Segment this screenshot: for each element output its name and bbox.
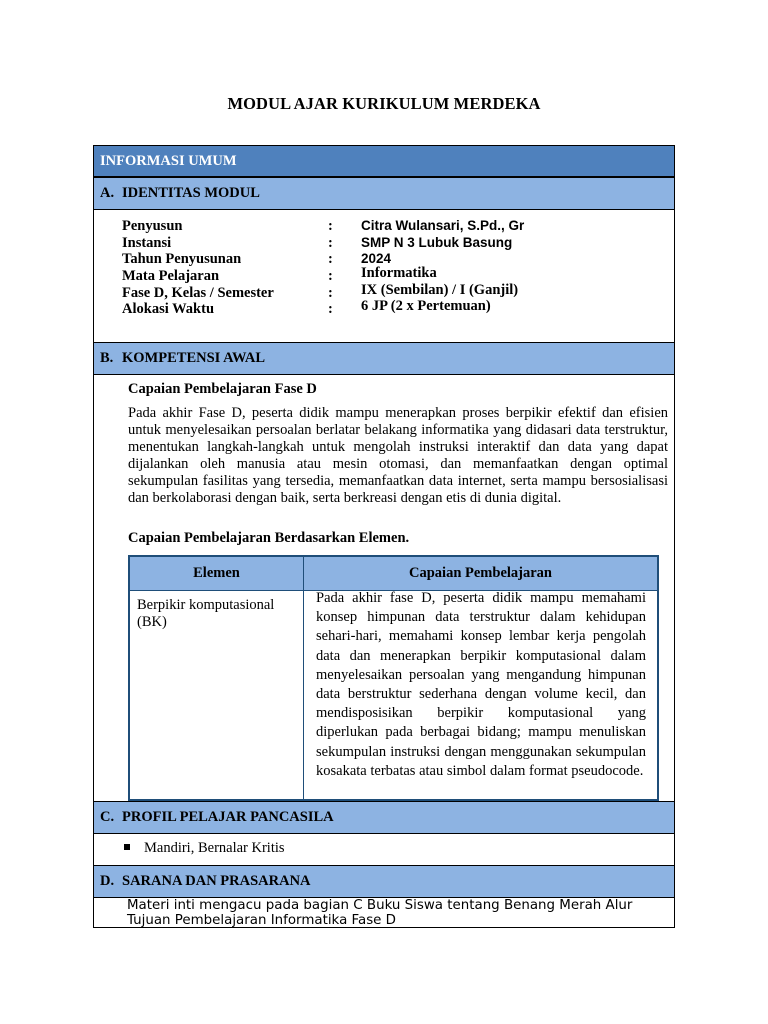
identitas-colon: :: [328, 301, 333, 317]
identitas-label: Tahun Penyusunan: [122, 251, 242, 267]
identitas-value: IX (Sembilan) / I (Ganjil): [361, 282, 519, 298]
identitas-colon: :: [328, 285, 333, 301]
identitas-value: 6 JP (2 x Pertemuan): [361, 298, 491, 314]
profil-text: Mandiri, Bernalar Kritis: [144, 840, 285, 856]
section-c-header: [94, 801, 674, 834]
identitas-value: Informatika: [361, 265, 437, 281]
identitas-value: 2024: [361, 251, 392, 266]
section-d-letter: D.: [100, 873, 115, 889]
cp-table-header: [130, 557, 657, 591]
section-c-title: PROFIL PELAJAR PANCASILA: [122, 809, 334, 825]
section-a-letter: A.: [100, 185, 115, 201]
informasi-umum-header: [94, 146, 674, 177]
cp-fase-title: Capaian Pembelajaran Fase D: [128, 381, 317, 397]
document-title: MODUL AJAR KURIKULUM MERDEKA: [227, 94, 541, 113]
sarana-text: Materi inti mengacu pada bagian C Buku Siswa tentang Benang Merah Alur Tujuan Pembelajaran Informatika Fase D: [127, 898, 633, 928]
section-c-letter: C.: [100, 809, 115, 825]
bullet-icon: [124, 844, 130, 850]
identitas-colon: :: [328, 218, 333, 234]
identitas-label: Mata Pelajaran: [122, 268, 220, 284]
cp-elemen-table: [128, 555, 659, 801]
profil-list-item: [124, 840, 285, 857]
identitas-value: Citra Wulansari, S.Pd., Gr: [361, 218, 525, 233]
informasi-umum-table: [93, 145, 675, 928]
section-b-letter: B.: [100, 350, 114, 366]
identitas-colon: :: [328, 235, 333, 251]
informasi-umum-label: INFORMASI UMUM: [100, 152, 237, 169]
identitas-label: Penyusun: [122, 218, 183, 234]
identitas-label: Instansi: [122, 235, 172, 251]
header-capaian: Capaian Pembelajaran: [409, 565, 552, 581]
section-d-header: [94, 865, 674, 898]
column-divider: [303, 557, 304, 799]
identitas-colon: :: [328, 268, 333, 284]
header-elemen: Elemen: [193, 565, 240, 581]
section-d-title: SARANA DAN PRASARANA: [122, 873, 311, 889]
identitas-value: SMP N 3 Lubuk Basung: [361, 235, 513, 250]
identitas-colon: :: [328, 251, 333, 267]
identitas-label: Fase D, Kelas / Semester: [122, 285, 274, 301]
cell-elemen: Berpikir komputasional (BK): [137, 597, 275, 630]
cp-elemen-title: Capaian Pembelajaran Berdasarkan Elemen.: [128, 530, 410, 546]
section-b-header: [94, 342, 674, 375]
section-b-title: KOMPETENSI AWAL: [122, 350, 266, 366]
section-a-title: IDENTITAS MODUL: [122, 185, 260, 201]
cp-fase-text: Pada akhir Fase D, peserta didik mampu menerapkan proses berpikir efektif dan efisien untuk menyelesaikan persoalan berlatar belakang informatika yang didasari data terstruktur, menentukan langkah-langkah untuk mengolah instruksi interaktif dan data yang dapat dijalankan oleh manusia atau mesin otomasi, dan memanfaatkan dengan optimal sekumpulan fasilitas yang tersedia, memanfaatkan data internet, serta mampu bersosialisasi dan berkolaborasi dengan baik, serta berkreasi dengan etis di dunia digital.: [128, 405, 668, 506]
identitas-label: Alokasi Waktu: [122, 301, 215, 317]
cell-capaian: Pada akhir fase D, peserta didik mampu memahami konsep himpunan data terstruktur dalam kehidupan sehari-hari, memahami konsep lembar kerja pengolah data dan menerapkan berpikir komputasional dalam menyelesaikan persoalan yang mengandung himpunan data berstruktur sederhana dengan volume kecil, dan mendisposisikan berpikir komputasional yang diperlukan pada berbagai bidang; mampu menuliskan sekumpulan instruksi dengan menggunakan sekumpulan kosakata terbatas atau simbol dalam format pseudocode.: [316, 590, 646, 779]
section-a-header: [94, 177, 674, 210]
